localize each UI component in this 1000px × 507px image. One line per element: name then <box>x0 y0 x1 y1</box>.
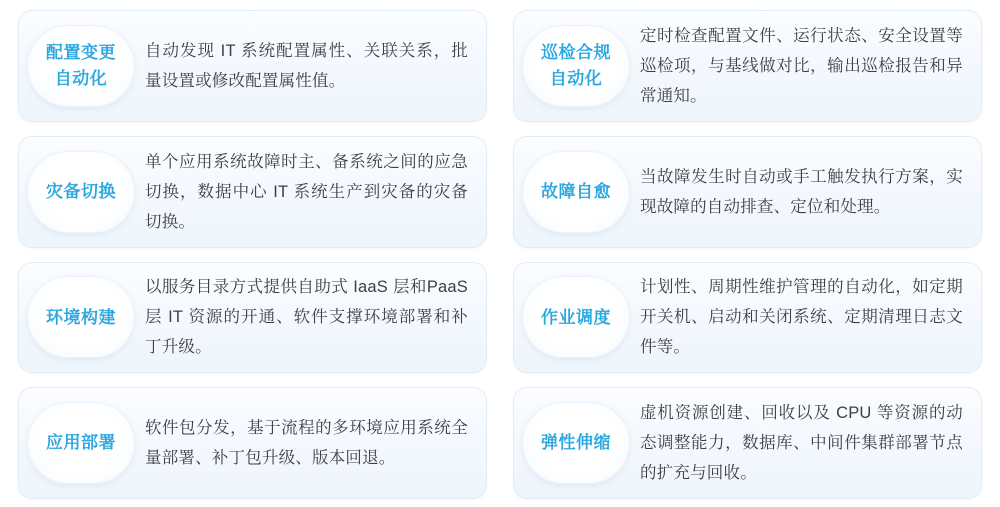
capability-card-job-scheduling[interactable] <box>513 262 982 374</box>
capability-badge <box>522 402 630 484</box>
capability-badge <box>522 25 630 107</box>
capability-description: 单个应用系统故障时主、备系统之间的应急切换，数据中心 IT 系统生产到灾备的灾备切换。 <box>145 152 468 231</box>
capability-title-line-1: 巡检合规 <box>541 43 611 63</box>
capability-badge <box>522 276 630 358</box>
capability-card-environment-build[interactable] <box>18 262 487 374</box>
capability-card-dr-switch[interactable] <box>18 136 487 248</box>
capability-badge <box>27 151 135 233</box>
capability-description: 自动发现 IT 系统配置属性、关联关系，批量设置或修改配置属性值。 <box>145 41 468 90</box>
capability-title-line-1: 灾备切换 <box>46 181 116 201</box>
capability-card-config-change[interactable] <box>18 10 487 122</box>
capability-title-line-1: 环境构建 <box>46 307 116 327</box>
capability-card-fault-self-healing[interactable] <box>513 136 982 248</box>
capability-badge <box>27 25 135 107</box>
capability-title-line-2: 自动化 <box>54 68 108 88</box>
capability-title-line-1: 弹性伸缩 <box>541 433 611 453</box>
capability-card-inspection-compliance[interactable] <box>513 10 982 122</box>
capability-title-line-2: 自动化 <box>549 68 603 88</box>
capability-badge <box>27 276 135 358</box>
capability-card-elastic-scaling[interactable] <box>513 387 982 499</box>
capability-title-line-1: 故障自愈 <box>541 181 611 201</box>
capability-badge <box>522 151 630 233</box>
capability-card-app-deploy[interactable] <box>18 387 487 499</box>
capability-title-line-1: 配置变更 <box>46 43 116 63</box>
column-right <box>513 10 982 499</box>
capability-description: 计划性、周期性维护管理的自动化，如定期开关机、启动和关闭系统、定期清理日志文件等。 <box>640 278 963 357</box>
capability-description: 定时检查配置文件、运行状态、安全设置等巡检项，与基线做对比，输出巡检报告和异常通知。 <box>640 26 963 105</box>
capability-title-line-1: 应用部署 <box>46 433 116 453</box>
capability-title-line-1: 作业调度 <box>541 307 611 327</box>
capability-description: 虚机资源创建、回收以及 CPU 等资源的动态调整能力，数据库、中间件集群部署节点的扩充与回收。 <box>640 404 963 483</box>
capability-badge <box>27 402 135 484</box>
capability-description: 当故障发生时自动或手工触发执行方案，实现故障的自动排查、定位和处理。 <box>640 167 963 216</box>
capability-description: 软件包分发，基于流程的多环境应用系统全量部署、补丁包升级、版本回退。 <box>145 419 468 468</box>
column-left <box>18 10 487 499</box>
capability-grid <box>18 10 982 499</box>
capability-description: 以服务目录方式提供自助式 IaaS 层和PaaS 层 IT 资源的开通、软件支撑环境部署和补丁升级。 <box>145 278 468 357</box>
